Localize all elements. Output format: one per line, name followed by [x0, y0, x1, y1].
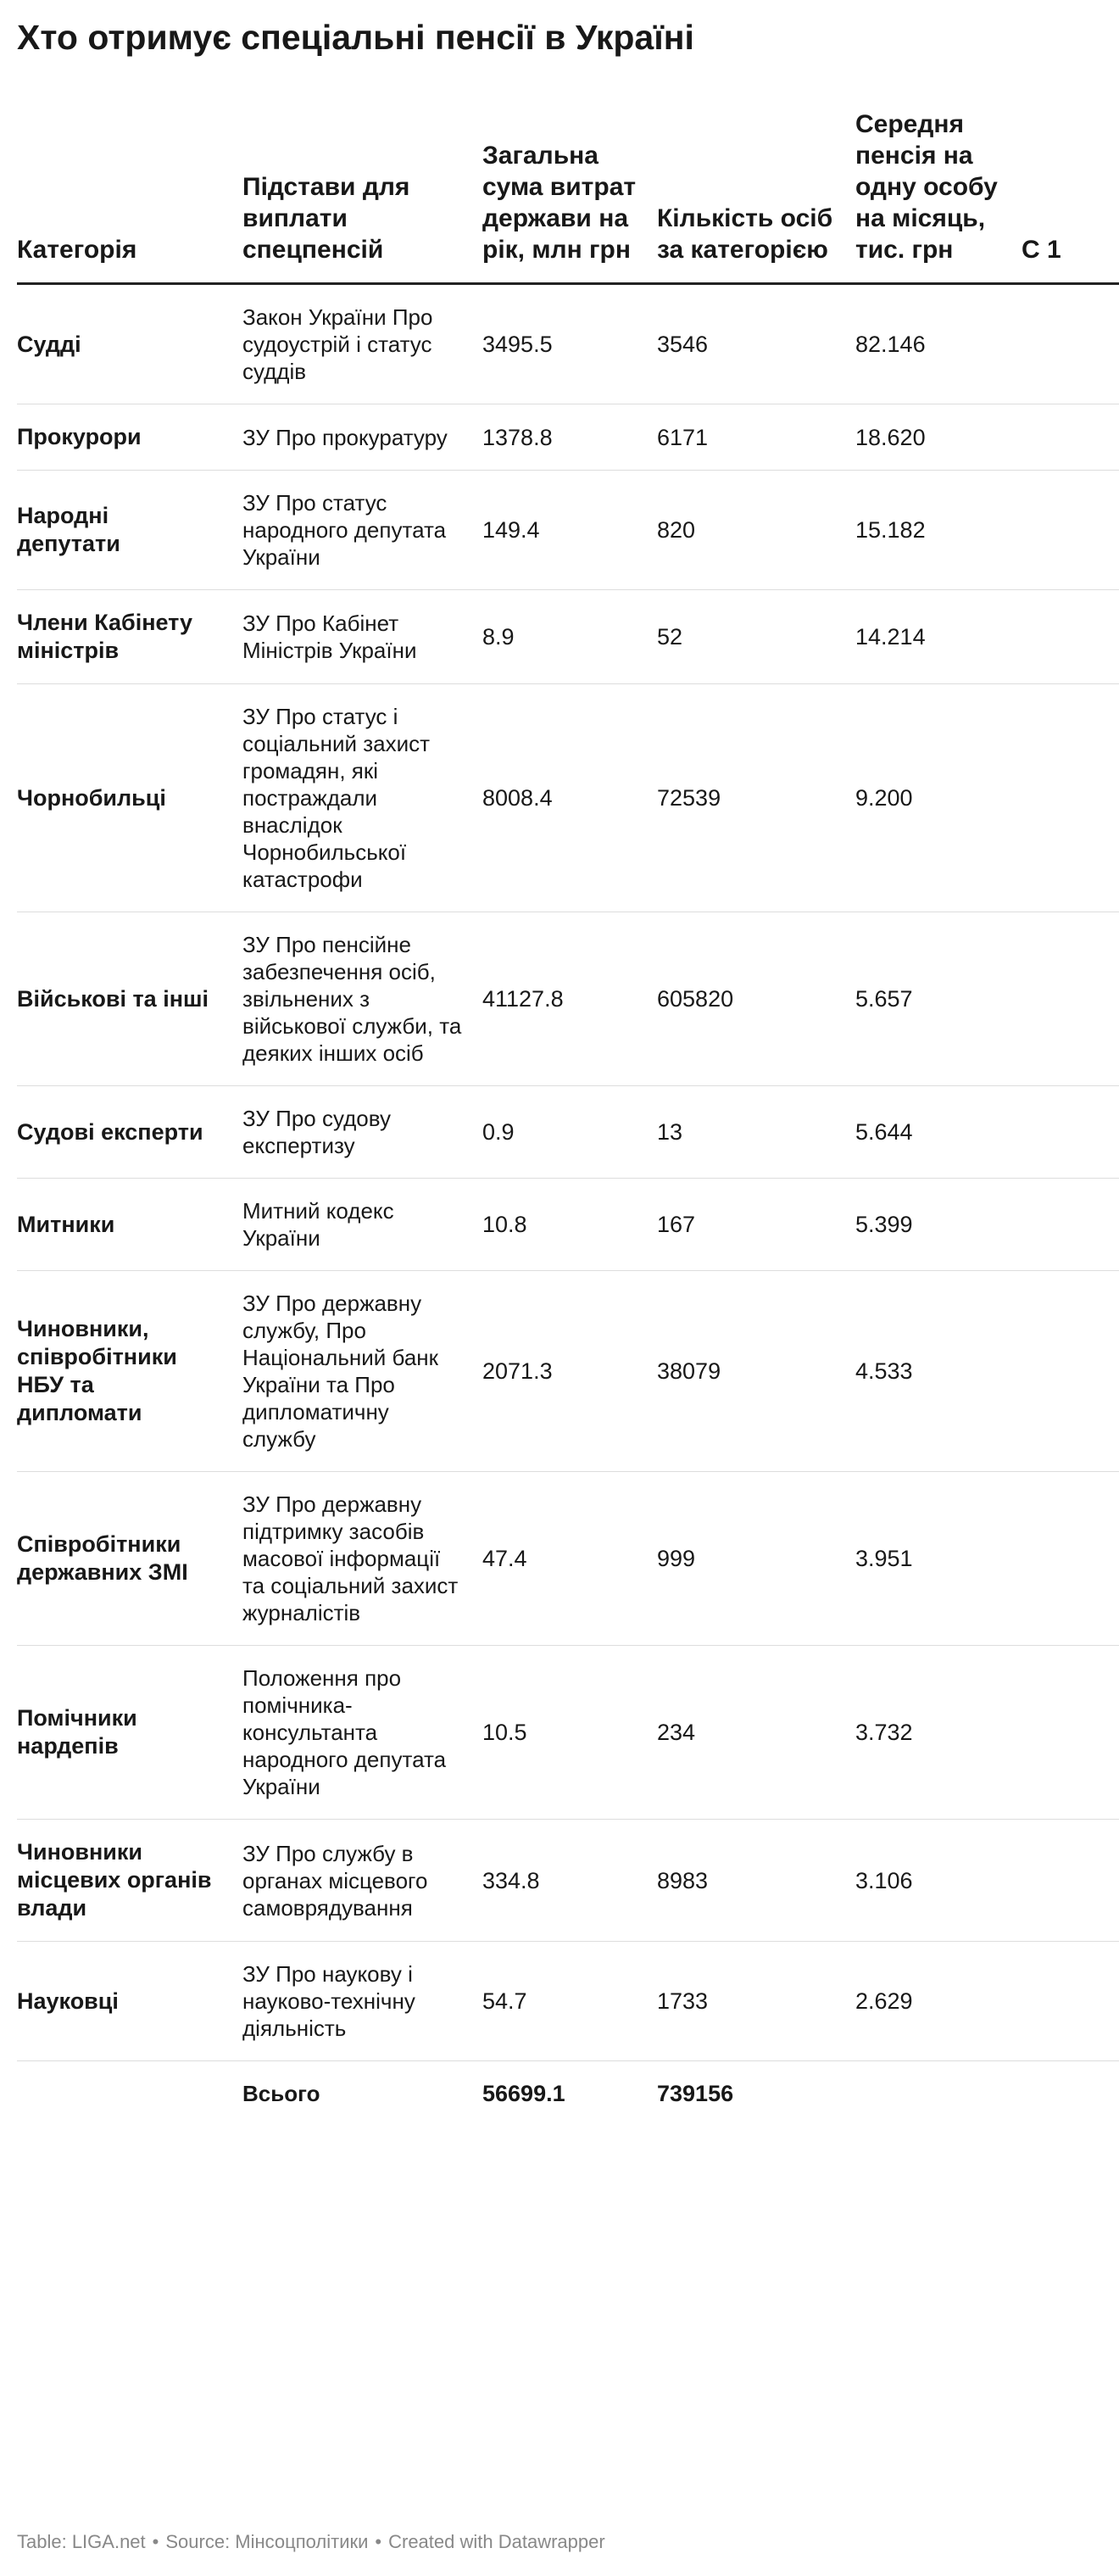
cell-truncated	[1022, 471, 1119, 590]
header-avg-pension: Середня пенсія на одну особу на місяць, тис. грн	[855, 102, 1022, 284]
cell-persons: 234	[657, 1646, 855, 1820]
cell-basis: ЗУ Про наукову і науково-технічну діяльність	[242, 1942, 482, 2061]
cell-category: Судді	[17, 284, 242, 404]
cell-avg-pension: 3.106	[855, 1820, 1022, 1942]
cell-basis: ЗУ Про державну підтримку засобів масової інформації та соціальний захист журналістів	[242, 1472, 482, 1646]
cell-truncated	[1022, 404, 1119, 471]
cell-avg-pension: 2.629	[855, 1942, 1022, 2061]
table-row	[17, 284, 1119, 404]
table-row	[17, 471, 1119, 590]
cell-total-cost: 1378.8	[482, 404, 657, 471]
table-row	[17, 1086, 1119, 1179]
cell-category: Чиновники місцевих органів влади	[17, 1820, 242, 1942]
cell-total-cost: 47.4	[482, 1472, 657, 1646]
cell-truncated	[1022, 1271, 1119, 1472]
cell-truncated	[1022, 1179, 1119, 1271]
cell-avg-pension: 5.644	[855, 1086, 1022, 1179]
cell-truncated	[1022, 912, 1119, 1086]
header-truncated-column: С 1	[1022, 102, 1119, 284]
cell-truncated	[1022, 1472, 1119, 1646]
cell-avg-pension: 3.951	[855, 1472, 1022, 1646]
cell-basis: ЗУ Про статус і соціальний захист громадян, які постраждали внаслідок Чорнобильської катастрофи	[242, 684, 482, 912]
cell-category: Військові та інші	[17, 912, 242, 1086]
table-row	[17, 1271, 1119, 1472]
cell-basis: ЗУ Про державну службу, Про Національний банк України та Про дипломатичну службу	[242, 1271, 482, 1472]
cell-avg-pension: 15.182	[855, 471, 1022, 590]
cell-persons: 1733	[657, 1942, 855, 2061]
table-body	[17, 284, 1119, 2127]
cell-total-cost: 2071.3	[482, 1271, 657, 1472]
header-basis: Підстави для виплати спецпенсій	[242, 102, 482, 284]
table-row	[17, 1942, 1119, 2061]
table-row	[17, 912, 1119, 1086]
header-total-cost: Загальна сума витрат держави на рік, млн грн	[482, 102, 657, 284]
total-label: Всього	[242, 2081, 320, 2106]
cell-truncated	[1022, 590, 1119, 684]
cell-basis: ЗУ Про службу в органах місцевого самоврядування	[242, 1820, 482, 1942]
table-credit: Table: LIGA.net	[17, 2531, 146, 2552]
cell-persons: 3546	[657, 284, 855, 404]
total-cost-sum: 56699.1	[482, 2081, 565, 2106]
total-empty	[855, 2061, 1022, 2127]
cell-truncated	[1022, 284, 1119, 404]
cell-category: Науковці	[17, 1942, 242, 2061]
cell-total-cost: 8008.4	[482, 684, 657, 912]
cell-category: Члени Кабінету міністрів	[17, 590, 242, 684]
cell-persons: 999	[657, 1472, 855, 1646]
cell-basis: ЗУ Про статус народного депутата України	[242, 471, 482, 590]
cell-truncated	[1022, 1646, 1119, 1820]
cell-total-cost: 149.4	[482, 471, 657, 590]
cell-category: Співробітники державних ЗМІ	[17, 1472, 242, 1646]
cell-truncated	[1022, 684, 1119, 912]
table-row	[17, 684, 1119, 912]
cell-total-cost: 41127.8	[482, 912, 657, 1086]
cell-category: Митники	[17, 1179, 242, 1271]
cell-persons: 8983	[657, 1820, 855, 1942]
cell-basis: ЗУ Про прокуратуру	[242, 404, 482, 471]
cell-avg-pension: 4.533	[855, 1271, 1022, 1472]
cell-basis: Митний кодекс України	[242, 1179, 482, 1271]
cell-persons: 52	[657, 590, 855, 684]
footer-credits	[17, 2530, 605, 2554]
cell-basis: ЗУ Про пенсійне забезпечення осіб, звільнених з військової служби, та деяких інших осіб	[242, 912, 482, 1086]
footer-separator: •	[375, 2531, 382, 2552]
cell-category: Народні депутати	[17, 471, 242, 590]
cell-basis: Закон України Про судоустрій і статус суддів	[242, 284, 482, 404]
cell-persons: 6171	[657, 404, 855, 471]
source-credit: Source: Мінсоцполітики	[165, 2531, 369, 2552]
table-row	[17, 1646, 1119, 1820]
total-row	[17, 2061, 1119, 2127]
total-persons-sum: 739156	[657, 2081, 734, 2106]
cell-truncated	[1022, 1820, 1119, 1942]
cell-category: Прокурори	[17, 404, 242, 471]
cell-total-cost: 0.9	[482, 1086, 657, 1179]
pension-table-container[interactable]	[17, 102, 1061, 2126]
cell-persons: 167	[657, 1179, 855, 1271]
table-header-row	[17, 102, 1119, 284]
header-persons: Кількість осіб за категорією	[657, 102, 855, 284]
cell-persons: 38079	[657, 1271, 855, 1472]
created-with-link[interactable]: Created with Datawrapper	[388, 2531, 605, 2552]
cell-category: Чиновники, співробітники НБУ та дипломати	[17, 1271, 242, 1472]
cell-total-cost: 10.5	[482, 1646, 657, 1820]
total-spacer	[17, 2061, 242, 2127]
pension-table	[17, 102, 1119, 2126]
header-category: Категорія	[17, 102, 242, 284]
cell-basis: Положення про помічника-консультанта народного депутата України	[242, 1646, 482, 1820]
cell-total-cost: 334.8	[482, 1820, 657, 1942]
cell-truncated	[1022, 1942, 1119, 2061]
cell-persons: 820	[657, 471, 855, 590]
cell-avg-pension: 5.399	[855, 1179, 1022, 1271]
table-row	[17, 1820, 1119, 1942]
cell-avg-pension: 82.146	[855, 284, 1022, 404]
cell-persons: 72539	[657, 684, 855, 912]
cell-avg-pension: 9.200	[855, 684, 1022, 912]
table-row	[17, 590, 1119, 684]
cell-persons: 605820	[657, 912, 855, 1086]
cell-truncated	[1022, 1086, 1119, 1179]
cell-total-cost: 54.7	[482, 1942, 657, 2061]
footer-separator: •	[152, 2531, 159, 2552]
table-row	[17, 404, 1119, 471]
cell-avg-pension: 5.657	[855, 912, 1022, 1086]
table-row	[17, 1472, 1119, 1646]
total-empty	[1022, 2061, 1119, 2127]
cell-total-cost: 3495.5	[482, 284, 657, 404]
cell-total-cost: 10.8	[482, 1179, 657, 1271]
cell-avg-pension: 14.214	[855, 590, 1022, 684]
cell-avg-pension: 3.732	[855, 1646, 1022, 1820]
cell-total-cost: 8.9	[482, 590, 657, 684]
cell-category: Чорнобильці	[17, 684, 242, 912]
page-title: Хто отримує спеціальні пенсії в Україні	[17, 18, 694, 57]
cell-persons: 13	[657, 1086, 855, 1179]
cell-basis: ЗУ Про Кабінет Міністрів України	[242, 590, 482, 684]
cell-category: Помічники нардепів	[17, 1646, 242, 1820]
cell-avg-pension: 18.620	[855, 404, 1022, 471]
table-row	[17, 1179, 1119, 1271]
cell-basis: ЗУ Про судову експертизу	[242, 1086, 482, 1179]
cell-category: Судові експерти	[17, 1086, 242, 1179]
